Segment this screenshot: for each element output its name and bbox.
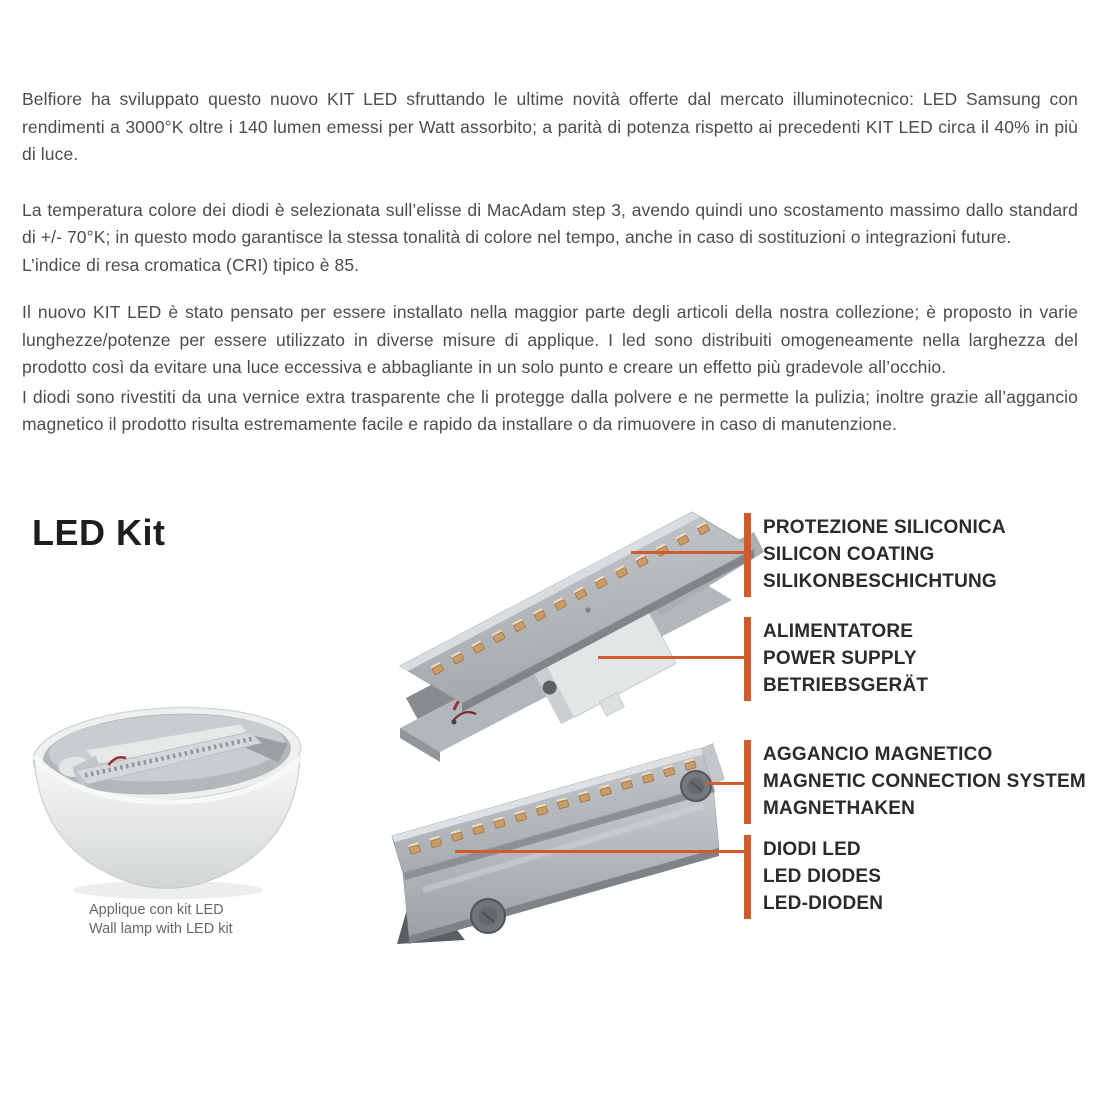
led-strip-magnets-image [383,740,755,968]
leader-line-magnetic-connection [706,782,744,785]
caption-line-italian: Applique con kit LED [89,902,224,918]
label-line-german: BETRIEBSGERÄT [763,675,929,696]
paragraph-installation [22,299,1078,382]
paragraph-text-cri: L’indice di resa cromatica (CRI) tipico è 85. [22,254,360,275]
caption-line-english: Wall lamp with LED kit [89,921,233,937]
label-line-english: MAGNETIC CONNECTION SYSTEM [763,771,1086,792]
label-magnetic-connection [744,740,1086,824]
page-title: LED Kit [32,512,166,553]
leader-line-power-supply [598,656,744,659]
paragraph-text: Belfiore ha sviluppato questo nuovo KIT LED sfruttando le ultime novità offerte dal mercato illuminotecnico: LED Samsung con rendimenti a 3000°K oltre i 140 lumen emessi per Watt assorbito; a parità di potenza rispetto ai precedenti KIT LED circa il 40% in più di luce. [22,89,1078,164]
label-led-diodes [744,835,883,919]
label-line-italian: DIODI LED [763,839,861,860]
label-line-german: SILIKONBESCHICHTUNG [763,571,997,592]
intro-text [22,86,1078,439]
label-line-italian: ALIMENTATORE [763,621,914,642]
label-line-italian: PROTEZIONE SILICONICA [763,517,1006,538]
led-strip-power-supply-image [392,492,764,774]
paragraph-text: Il nuovo KIT LED è stato pensato per essere installato nella maggior parte degli articoli della nostra collezione; è proposto in varie lunghezze/potenze per essere utilizzato in diverse misure di applique. I led sono distribuiti omogeneamente nella larghezza del prodotto così da evitare una luce eccessiva e abbagliante in un solo punto e creare un effetto più gradevole all’occhio. [22,302,1078,377]
label-line-german: LED-DIODEN [763,893,884,914]
paragraph-text: I diodi sono rivestiti da una vernice extra trasparente che li protegge dalla polvere e ne permette la pulizia; inoltre grazie all’aggancio magnetico il prodotto risulta estremamente facile e rapido da installare o da rimuovere in caso di manutenzione. [22,386,1078,434]
leader-line-silicon-coating [631,551,744,554]
label-line-english: SILICON COATING [763,544,935,565]
leader-line-led-diodes [455,850,744,853]
paragraph-text: La temperatura colore dei diodi è selezionata sull’elisse di MacAdam step 3, avendo quindi uno scostamento massimo dallo standard di +/- 70°K; in questo modo garantisce la stessa tonalità di colore nel tempo, anche in caso di sostituzioni o integrazioni future. [22,199,1078,247]
label-line-german: MAGNETHAKEN [763,798,916,819]
label-line-english: POWER SUPPLY [763,648,917,669]
label-line-english: LED DIODES [763,866,882,887]
magnet-left [471,899,505,933]
label-power-supply [744,617,928,701]
paragraph-color-temperature [22,197,1078,280]
wall-lamp-image [16,692,324,904]
image-caption [89,901,233,939]
label-silicon-coating [744,513,1006,597]
magnet-right [681,771,711,801]
label-line-italian: AGGANCIO MAGNETICO [763,744,993,765]
paragraph-coating [22,384,1078,439]
paragraph-intro [22,86,1078,169]
